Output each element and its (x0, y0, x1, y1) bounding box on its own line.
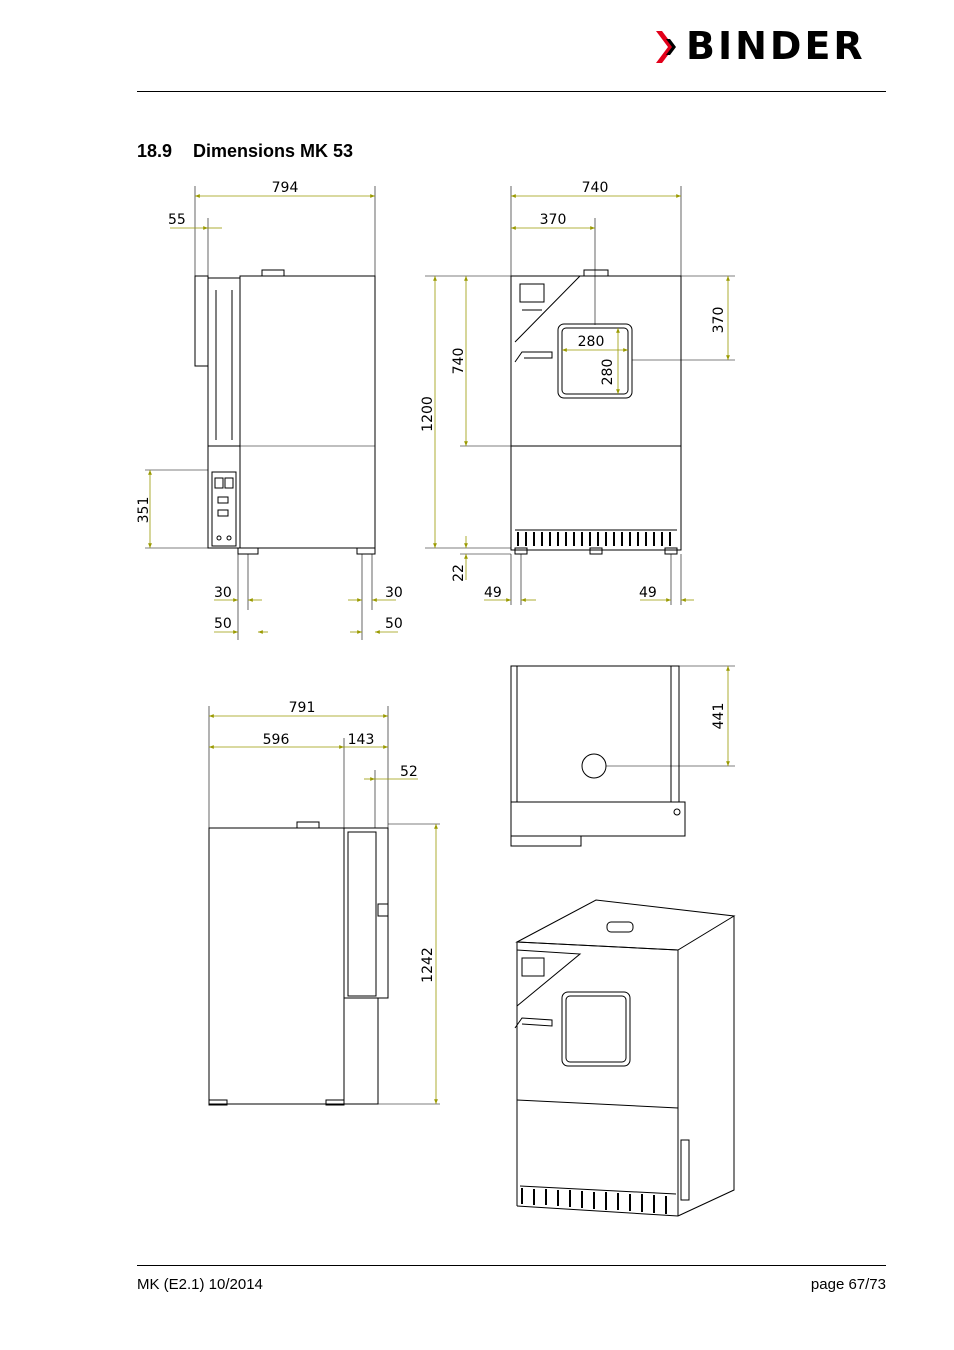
section-title-text: Dimensions MK 53 (193, 141, 354, 161)
dimension-labels (136, 180, 727, 983)
dimension-lines (150, 196, 728, 1104)
top-view (511, 666, 735, 846)
dim-side-foot-right-a: 30 (385, 585, 403, 601)
dim-side2-door-depth: 143 (347, 732, 375, 748)
footer-rule (137, 1265, 886, 1266)
dim-side-width: 794 (271, 180, 299, 196)
dim-front-foot-right: 49 (639, 585, 657, 601)
isometric-view (515, 900, 734, 1216)
dim-front-foot-height: 22 (451, 564, 467, 582)
dim-side2-total-depth: 791 (288, 700, 316, 716)
dim-side2-handle: 52 (400, 764, 418, 780)
dim-side-foot-left-b: 50 (214, 616, 232, 632)
dim-front-width: 740 (581, 180, 609, 196)
dim-front-window-height: 280 (600, 358, 616, 386)
footer-page-number: page 67/73 (810, 1276, 886, 1293)
footer-doc-version: MK (E2.1) 10/2014 (137, 1276, 263, 1293)
side-view (145, 186, 375, 640)
dim-side-door-offset: 55 (168, 212, 186, 228)
dim-side-foot-right-b: 50 (385, 616, 403, 632)
dim-front-window-offset: 370 (711, 306, 727, 334)
front-vents (518, 532, 670, 546)
dim-front-total-height: 1200 (420, 396, 436, 432)
dim-front-window-width: 280 (577, 334, 605, 350)
dim-side2-body-depth: 596 (262, 732, 290, 748)
dim-front-foot-left: 49 (484, 585, 502, 601)
dim-front-half-width: 370 (539, 212, 567, 228)
dim-top-port-offset: 441 (711, 702, 727, 730)
dim-front-door-height: 740 (451, 347, 467, 375)
dim-side-foot-left-a: 30 (214, 585, 232, 601)
dim-side-base-height: 351 (136, 496, 152, 524)
brand-name: BINDER (686, 24, 866, 68)
section-number: 18.9 (137, 141, 173, 161)
dim-side2-total-height: 1242 (420, 947, 436, 983)
front-view (425, 186, 735, 605)
